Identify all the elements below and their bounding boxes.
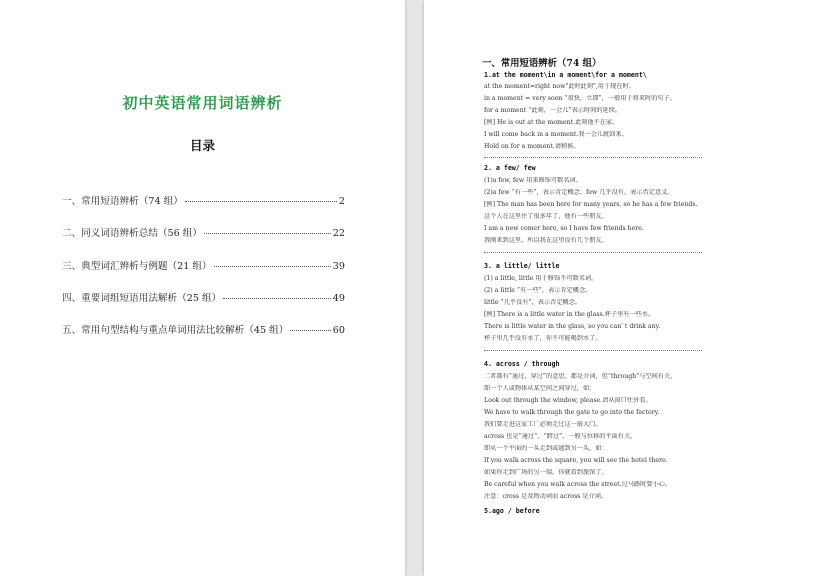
entry-line: I am a new comer here, so I have few friends here. [484,225,644,232]
entry-line: for a moment “此刻，一会儿”表示时间的延续。 [484,107,622,114]
toc-entry-label: 五、常用句型结构与重点单词用法比较解析（45 组） [62,325,289,336]
toc-entry-page: 22 [332,228,345,239]
entry-line: across 也是“通过”、“跨过”，一般与位移的平面有关， [484,433,637,440]
toc-entry[interactable] [62,225,345,239]
document-page-right [424,0,830,576]
section-separator [484,252,702,253]
entry-line: (2) a little “有一些”，表示肯定概念。 [484,287,592,294]
entry-title: 4. across / through [484,360,560,368]
section-separator [484,350,702,351]
entry-line: Be careful when you walk across the street.过马路时要小心。 [484,481,672,488]
toc-entry[interactable] [62,322,345,336]
toc-entry-page: 39 [332,261,345,272]
entry-line: 即一个人或物体从某空间之间穿过，如： [484,385,596,392]
toc-leader [290,330,330,331]
entry-line: (1) a little, little 用于修饰不可数名词。 [484,275,598,282]
toc-entry[interactable] [62,193,345,207]
document-title: 初中英语常用词语辨析 [122,94,283,112]
toc-entry-label: 一、常用短语辨析（74 组） [62,196,183,207]
toc-entry[interactable] [62,258,345,272]
entry-line: Hold on for a moment.请稍候。 [484,143,580,150]
toc-leader [223,298,331,299]
entry-line: 这个人在这里住了很多年了，他有一些朋友。 [484,213,608,220]
entry-line: [例] He is out at the moment.此刻他不在家。 [484,119,619,126]
entry-line: 我们要走进这家工厂必须走过这一扇大门。 [484,421,602,428]
toc-entry-page: 60 [332,325,345,336]
toc-entry-label: 四、重要词组短语用法解析（25 组） [62,293,222,304]
entry-line: 如果你走到广场的另一端，你就看到旅馆了。 [484,469,608,476]
toc-heading: 目录 [189,138,215,153]
entry-line: I will come back in a moment.我一会儿就回来。 [484,131,628,138]
entry-line: Look out through the window, please.请从窗口往外看。 [484,397,652,404]
entry-line: in a moment = very soon “很快，立即”，一般用于将来时的句子。 [484,95,676,102]
toc-entry-page: 2 [338,196,345,207]
entry-line: 即从一个平面的一头走到或越到另一头，如： [484,445,608,452]
toc-entry-page: 49 [332,293,345,304]
entry-line: (1)a few, few 用来修饰可数名词。 [484,177,582,184]
toc-leader [214,266,331,267]
entry-line: little “几乎没有”，表示否定概念。 [484,299,582,306]
section-heading: 一、常用短语辨析（74 组） [482,58,602,69]
entry-line: If you walk across the square, you will see the hotel there. [484,457,668,464]
entry-line: 二者都有“通过，穿过”的意思，都是介词，但“through”与空间有关， [484,373,677,380]
entry-line: (2)a few “有一些”，表示肯定概念，few 几乎没有，表示否定意义。 [484,189,674,196]
entry-line: [例] There is a little water in the glass.杯子里有一些水。 [484,311,655,318]
entry-title: 3. a little/ little [484,262,560,270]
entry-line: There is little water in the glass, so you can' t drink any. [484,323,661,330]
entry-line: [例] The man has been here for many years, so he has a few friends. [484,201,698,208]
toc-entry[interactable] [62,290,345,304]
toc-entry-label: 二、同义词语辨析总结（56 组） [62,228,202,239]
toc-leader [204,233,331,234]
entry-title: 1.at the moment\in a moment\for a moment\ [484,71,647,79]
entry-line: 注意：cross 是及物动词而 across 是介词。 [484,493,608,500]
toc-entry-label: 三、典型词汇辨析与例题（21 组） [62,261,212,272]
entry-line: We have to walk through the gate to go into the factory. [484,409,660,416]
document-page-left [0,0,405,576]
entry-line: 我刚来到这里，所以我在这里没有几个朋友。 [484,237,608,244]
toc-leader [185,201,337,202]
section-separator [484,157,702,158]
entry-title: 5.ago / before [484,507,540,515]
entry-line: at the moment=right now"此时此刻",用于现在时。 [484,83,635,90]
entry-line: 杯子里几乎没有水了，你不可能喝到水了。 [484,335,602,342]
entry-title: 2. a few/ few [484,164,536,172]
